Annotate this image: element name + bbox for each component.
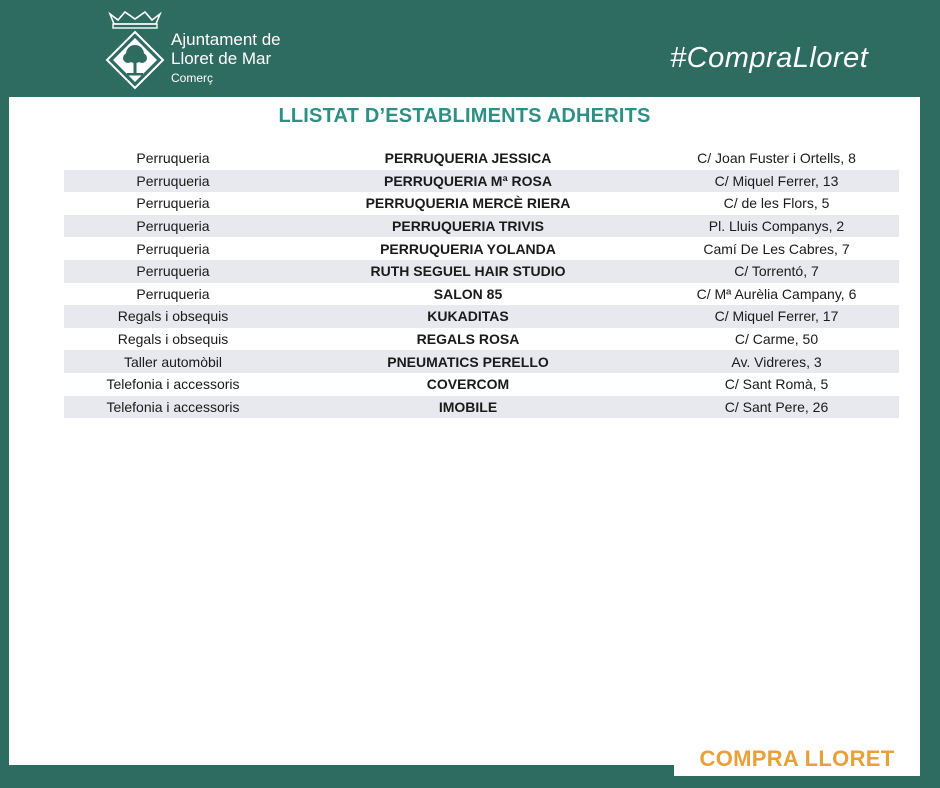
table-row <box>64 350 899 373</box>
address-cell: C/ Miquel Ferrer, 13 <box>714 172 839 189</box>
table-row <box>64 283 899 306</box>
address-cell: Pl. Lluis Companys, 2 <box>708 218 845 235</box>
establishment-name-cell: SALON 85 <box>433 285 503 302</box>
address-cell: C/ Sant Romà, 5 <box>724 376 829 393</box>
establishments-table <box>64 147 899 418</box>
coat-of-arms-logo <box>100 8 170 93</box>
category-cell: Perruqueria <box>136 195 210 212</box>
table-row <box>64 170 899 193</box>
establishment-name-cell: COVERCOM <box>426 376 510 393</box>
establishment-name-cell: PERRUQUERIA YOLANDA <box>380 240 556 257</box>
category-cell: Perruqueria <box>136 263 210 280</box>
page-title: LLISTAT D’ESTABLIMENTS ADHERITS <box>278 105 651 127</box>
category-cell: Perruqueria <box>136 285 210 302</box>
footer-label: COMPRA LLORET <box>674 741 920 776</box>
establishment-name-cell: RUTH SEGUEL HAIR STUDIO <box>370 263 566 280</box>
category-cell: Taller automòbil <box>123 353 223 370</box>
establishment-name-cell: PERRUQUERIA MERCÈ RIERA <box>365 195 571 212</box>
address-cell: C/ Mª Aurèlia Campany, 6 <box>696 285 857 302</box>
table-row <box>64 328 899 351</box>
category-cell: Telefonia i accessoris <box>106 376 240 393</box>
establishment-name-cell: KUKADITAS <box>427 308 509 325</box>
table-row <box>64 147 899 170</box>
establishment-name-cell: PNEUMATICS PERELLO <box>387 353 549 370</box>
footer-divider <box>9 756 669 759</box>
table-row <box>64 396 899 419</box>
table-row <box>64 260 899 283</box>
establishment-name-cell: PERRUQUERIA Mª ROSA <box>383 172 552 189</box>
address-cell: C/ Miquel Ferrer, 17 <box>714 308 839 325</box>
category-cell: Regals i obsequis <box>117 308 229 325</box>
table-row <box>64 215 899 238</box>
category-cell: Perruqueria <box>136 172 210 189</box>
establishment-name-cell: PERRUQUERIA TRIVIS <box>392 218 544 235</box>
address-cell: C/ Joan Fuster i Ortells, 8 <box>697 150 856 167</box>
organization-name <box>171 30 281 87</box>
address-cell: Av. Vidreres, 3 <box>731 353 822 370</box>
org-department: Comerç <box>171 71 214 85</box>
address-cell: Camí De Les Cabres, 7 <box>703 240 850 257</box>
category-cell: Telefonia i accessoris <box>106 398 240 415</box>
establishment-name-cell: IMOBILE <box>438 398 498 415</box>
table-row <box>64 237 899 260</box>
table-row <box>64 373 899 396</box>
address-cell: C/ Sant Pere, 26 <box>724 398 829 415</box>
category-cell: Perruqueria <box>136 240 210 257</box>
hashtag: #CompraLloret <box>670 42 869 74</box>
category-cell: Perruqueria <box>136 150 210 167</box>
org-line-2: Lloret de Mar <box>171 49 272 68</box>
category-cell: Perruqueria <box>136 218 210 235</box>
address-cell: C/ de les Flors, 5 <box>723 195 830 212</box>
org-line-1: Ajuntament de <box>171 30 281 49</box>
content-panel <box>9 97 920 765</box>
address-cell: C/ Torrentó, 7 <box>734 263 819 280</box>
category-cell: Regals i obsequis <box>117 331 229 348</box>
table-row <box>64 192 899 215</box>
table-row <box>64 305 899 328</box>
establishment-name-cell: PERRUQUERIA JESSICA <box>384 150 552 167</box>
address-cell: C/ Carme, 50 <box>734 331 819 348</box>
establishment-name-cell: REGALS ROSA <box>416 331 520 348</box>
